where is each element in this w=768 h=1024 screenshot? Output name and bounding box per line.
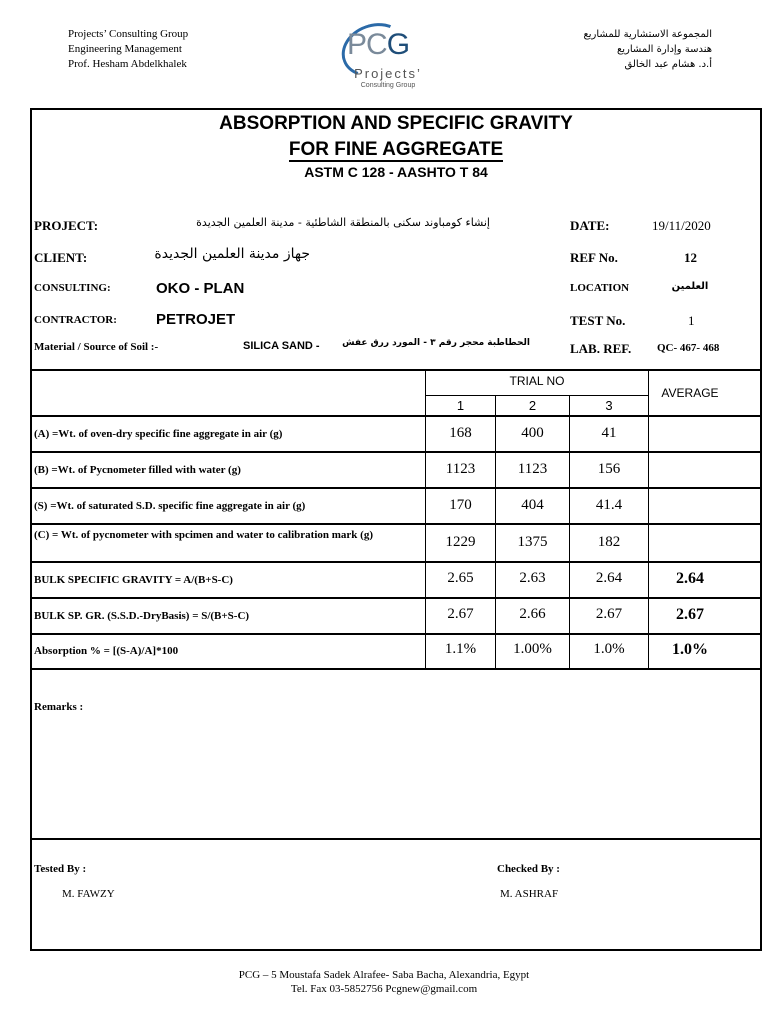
test-value: 1 — [688, 313, 695, 328]
company-department-ar: هندسة وإدارة المشاريع — [616, 44, 712, 55]
row-label-a: (A) =Wt. of oven-dry specific fine aggregate in air (g) — [34, 428, 283, 440]
table-cell: 2.65 — [447, 570, 474, 586]
location-value: العلمين — [671, 281, 709, 292]
table-cell: 1229 — [445, 534, 476, 550]
tested-by-label: Tested By : — [34, 863, 87, 875]
col-divider — [425, 370, 426, 668]
company-header-ar — [583, 27, 712, 72]
table-cell: 170 — [449, 497, 472, 513]
material-source-ar: الحطاطبة محجر رقم ٣ - المورد ررق عفش — [342, 338, 530, 348]
trial-number: 2 — [528, 398, 537, 413]
ref-value: 12 — [684, 250, 697, 265]
table-cell: 2.63 — [519, 570, 546, 586]
lab-ref-value: QC- 467- 468 — [657, 342, 720, 354]
table-cell: 156 — [597, 461, 621, 477]
contractor-label: CONTRACTOR: — [34, 314, 117, 326]
remarks-label: Remarks : — [34, 701, 84, 713]
client-value: جهاز مدينة العلمين الجديدة — [154, 246, 310, 262]
ref-label: REF No. — [570, 250, 618, 265]
average-cell: 2.64 — [676, 570, 704, 587]
company-name-ar: المجموعة الاستشارية للمشاريع — [583, 29, 712, 40]
lab-ref-label: LAB. REF. — [570, 341, 632, 356]
company-professor: Prof. Hesham Abdelkhalek — [68, 58, 187, 70]
footer-contact: Tel. Fax 03-5852756 Pcgnew@gmail.com — [290, 983, 478, 995]
table-cell: 404 — [521, 497, 544, 513]
average-header: AVERAGE — [661, 386, 719, 400]
checked-by-label: Checked By : — [497, 863, 560, 875]
material-value: SILICA SAND - — [243, 340, 320, 352]
date-label: DATE: — [570, 218, 610, 233]
footer-address: PCG – 5 Moustafa Sadek Alrafee- Saba Bacha, Alexandria, Egypt — [238, 969, 530, 981]
test-label: TEST No. — [570, 313, 626, 328]
project-value: إنشاء كومباوند سكنى بالمنطقة الشاطئية - مدينة العلمين الجديدة — [196, 216, 490, 229]
table-cell: 1123 — [517, 461, 548, 477]
table-top-border — [31, 369, 761, 371]
row-divider — [31, 487, 761, 489]
logo-word: Projects’ — [354, 66, 422, 81]
row-label-bulk-sg: BULK SPECIFIC GRAVITY = A/(B+S-C) — [34, 574, 233, 586]
table-cell: 2.66 — [519, 606, 546, 622]
row-divider — [31, 561, 761, 563]
table-bottom-border — [31, 668, 761, 670]
company-name: Projects’ Consulting Group — [68, 28, 189, 40]
consulting-value: OKO - PLAN — [156, 280, 245, 297]
company-department: Engineering Management — [68, 43, 182, 55]
row-label-bulk-ssd: BULK SP. GR. (S.S.D.-DryBasis) = S/(B+S-C) — [34, 610, 250, 622]
row-label-s: (S) =Wt. of saturated S.D. specific fine aggregate in air (g) — [34, 500, 306, 512]
table-cell: 1.00% — [513, 641, 552, 657]
table-header-border — [31, 415, 761, 417]
table-cell: 400 — [521, 425, 544, 441]
table-cell: 2.67 — [595, 606, 623, 622]
form-subtitle: FOR FINE AGGREGATE — [288, 139, 504, 160]
location-label: LOCATION — [570, 282, 630, 294]
consulting-label: CONSULTING: — [34, 282, 111, 294]
table-cell: 182 — [597, 534, 621, 550]
row-divider — [31, 597, 761, 599]
table-cell: 1375 — [517, 534, 548, 550]
trial-number: 1 — [456, 398, 465, 413]
material-label: Material / Source of Soil :- — [34, 341, 159, 353]
trial-number: 3 — [605, 398, 613, 413]
trial-header: TRIAL NO — [509, 374, 565, 388]
form-standard: ASTM C 128 - AASHTO T 84 — [304, 164, 488, 180]
table-cell: 2.64 — [595, 570, 623, 586]
company-professor-ar: أ.د. هشام عبد الخالق — [624, 59, 712, 70]
table-cell: 1.1% — [444, 641, 477, 657]
table-cell: 168 — [449, 425, 472, 441]
remarks-bottom-border — [31, 838, 761, 840]
table-cell: 41 — [601, 425, 617, 441]
project-label: PROJECT: — [34, 218, 99, 233]
logo-brand: PCG — [347, 28, 410, 61]
row-divider — [31, 451, 761, 453]
trial-header-divider — [426, 395, 649, 396]
pcg-logo — [333, 28, 443, 92]
company-header-en — [68, 27, 188, 72]
table-cell: 1.0% — [593, 641, 625, 657]
logo-subtitle: Consulting Group — [360, 82, 416, 89]
row-label-c: (C) = Wt. of pycnometer with spcimen and water to calibration mark (g) — [34, 529, 373, 541]
average-cell: 2.67 — [676, 606, 704, 623]
table-cell: 2.67 — [447, 606, 474, 622]
average-cell: 1.0% — [672, 641, 708, 658]
table-cell: 41.4 — [595, 497, 623, 513]
contractor-value: PETROJET — [156, 311, 236, 328]
table-cell: 1123 — [445, 461, 476, 477]
row-divider — [31, 633, 761, 635]
tested-by-name: M. FAWZY — [62, 888, 115, 900]
date-value: 19/11/2020 — [652, 218, 711, 233]
client-label: CLIENT: — [34, 250, 88, 265]
form-title: ABSORPTION AND SPECIFIC GRAVITY — [219, 113, 573, 134]
checked-by-name: M. ASHRAF — [500, 888, 559, 900]
row-label-b: (B) =Wt. of Pycnometer filled with water (g) — [34, 464, 241, 476]
row-label-absorption: Absorption % = [(S-A)/A]*100 — [34, 645, 179, 657]
row-divider — [31, 523, 761, 525]
